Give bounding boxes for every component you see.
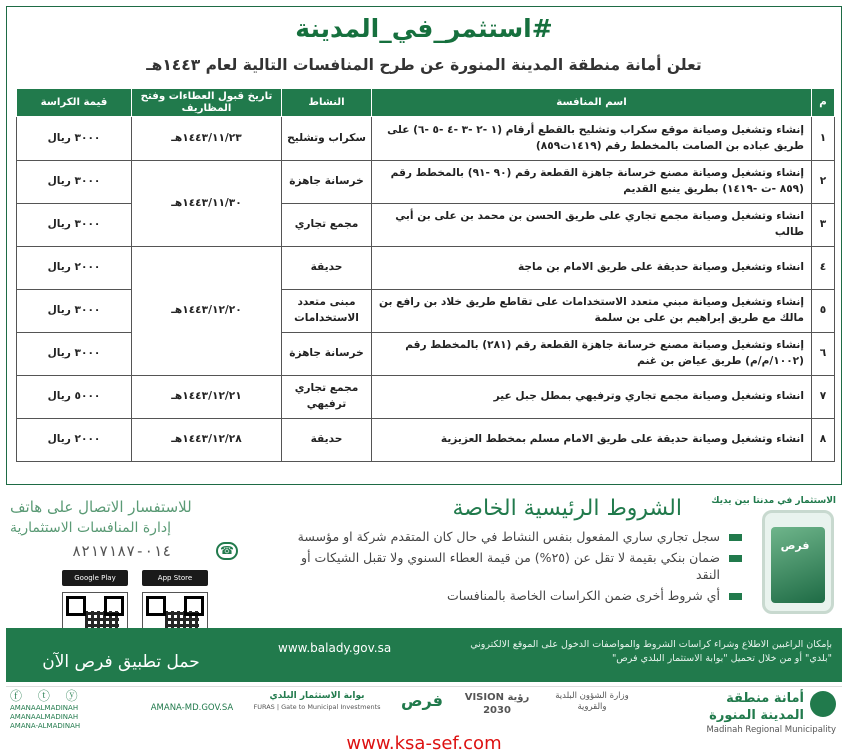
contact-line-2: إدارة المنافسات الاستثمارية xyxy=(10,520,171,536)
row-date: ١٤٤٣/١١/٢٣هـ xyxy=(132,117,282,161)
row-date: ١٤٤٣/١٢/٢١هـ xyxy=(132,376,282,419)
condition-item: سجل تجاري ساري المفعول بنفس النشاط في حال كان المتقدم شركة او مؤسسة xyxy=(282,528,742,546)
ministry-logo xyxy=(542,691,642,713)
row-activity: حديقة xyxy=(282,419,372,462)
tenders-table xyxy=(16,88,835,462)
row-num: ٥ xyxy=(812,290,835,333)
condition-item: ضمان بنكي بقيمة لا تقل عن (٢٥%) من قيمة العطاء السنوي ولا تقبل الشيكات أو النقد xyxy=(282,549,742,584)
row-name: إنشاء وتشغيل وصيانة مبني متعدد الاستخدامات على تقاطع طريق خلاد بن رافع بن مالك مع طريق إبراهيم بن على بن سلمة xyxy=(372,290,812,333)
hashtag-title: #استثمر_في_المدينة xyxy=(295,14,553,43)
row-name: انشاء وتشغيل وصيانة حديقة على طريق الامام بن ماجة xyxy=(372,247,812,290)
amana-english-name: Madinah Regional Municipality xyxy=(706,724,836,735)
phone-mockup-icon xyxy=(762,510,834,614)
condition-item: أي شروط أخرى ضمن الكراسات الخاصة بالمنافسات xyxy=(282,587,742,605)
row-num: ٦ xyxy=(812,333,835,376)
amana-website[interactable]: AMANA-MD.GOV.SA xyxy=(150,703,234,713)
download-app-cta[interactable]: حمل تطبيق فرص الآن xyxy=(42,652,200,672)
furas-logo: فرص xyxy=(401,691,443,710)
portal-name: بوابة الاستثمار البلدي xyxy=(269,691,365,701)
row-name: انشاء وتشغيل وصيانة حديقة على طريق الامام مسلم بمخطط العزيزية xyxy=(372,419,812,462)
row-date: ١٤٤٣/١١/٣٠هـ xyxy=(132,161,282,247)
col-name-header: اسم المنافسة xyxy=(372,89,812,117)
row-price: ٥٠٠٠ ريال xyxy=(17,376,132,419)
balady-info-text: بإمكان الراغبين الاطلاع وشراء كراسات الشروط والمواصفات الدخول على الموقع الالكتروني "بلدي" أو من خلال تحميل "بوابة الاستثمار البلدي فرص" xyxy=(470,639,832,665)
row-activity: سكراب وتشليح xyxy=(282,117,372,161)
app-store-button[interactable]: App Store xyxy=(142,570,208,586)
col-activity-header: النشاط xyxy=(282,89,372,117)
table-row xyxy=(17,376,835,419)
amana-logo xyxy=(696,691,836,736)
row-activity: مجمع تجاري ترفيهي xyxy=(282,376,372,419)
row-price: ٣٠٠٠ ريال xyxy=(17,117,132,161)
social-handle[interactable]: AMANAALMADINAH xyxy=(10,704,79,712)
portal-english-name: FURAS | Gate to Municipal Investments xyxy=(253,702,381,711)
balady-link[interactable]: www.balady.gov.sa xyxy=(278,641,392,655)
table-header-row xyxy=(17,89,835,117)
row-name: انشاء وتشغيل وصيانة مجمع تجاري وترفيهي بمطل جبل عير xyxy=(372,376,812,419)
row-price: ٣٠٠٠ ريال xyxy=(17,333,132,376)
row-num: ١ xyxy=(812,117,835,161)
social-handle[interactable]: AMANA-ALMADINAH xyxy=(10,721,81,730)
row-num: ٨ xyxy=(812,419,835,462)
invest-label: الاستثمار في مدنتا بين يديك xyxy=(711,496,836,506)
row-num: ٤ xyxy=(812,247,835,290)
row-num: ٣ xyxy=(812,204,835,247)
ministry-name: وزارة الشؤون البلدية والقروية xyxy=(555,691,629,713)
amana-name: أمانة منطقة المدينة المنورة xyxy=(709,691,804,723)
row-price: ٣٠٠٠ ريال xyxy=(17,204,132,247)
row-num: ٧ xyxy=(812,376,835,419)
row-name: انشاء وتشغيل وصيانة مجمع تجاري على طريق الحسن بن محمد بن على بن أبي طالب xyxy=(372,204,812,247)
row-num: ٢ xyxy=(812,161,835,204)
col-num-header: م xyxy=(812,89,835,117)
row-price: ٣٠٠٠ ريال xyxy=(17,161,132,204)
watermark-url: www.ksa-sef.com xyxy=(346,733,502,751)
portal-logo xyxy=(252,691,382,711)
table-row xyxy=(17,117,835,161)
contact-line-1: للاستفسار الاتصال على هاتف xyxy=(10,498,192,516)
conditions-list xyxy=(282,528,742,607)
row-activity: مجمع تجاري xyxy=(282,204,372,247)
row-price: ٢٠٠٠ ريال xyxy=(17,419,132,462)
row-name: إنشاء وتشغيل وصيانة موقع سكراب وتشليح بالقطع أرقام (١ -٢ -٣ -٤ -٥ -٦) على طريق عباده بن الصامت بالمخطط رقم (١٤١٩ت٨٥٩) xyxy=(372,117,812,161)
vision-2030-logo: رؤية VISION 2030 xyxy=(464,692,530,716)
phone-icon: ☎ xyxy=(216,542,238,560)
footer-logos xyxy=(6,686,842,735)
announcement-subtitle: تعلن أمانة منطقة المدينة المنورة عن طرح المنافسات التالية لعام ١٤٤٣هـ xyxy=(146,56,702,74)
row-price: ٣٠٠٠ ريال xyxy=(17,290,132,333)
row-name: إنشاء وتشغيل وصيانة مصنع خرسانة جاهزة القطعة رقم (٢٨١) بالمخطط رقم (١٠٠٢/م/م) طريق عياض بن غنم xyxy=(372,333,812,376)
social-handle[interactable]: AMANAALMADINAH xyxy=(10,712,79,721)
row-date: ١٤٤٣/١٢/٢٨هـ xyxy=(132,419,282,462)
download-band xyxy=(6,628,842,682)
table-row xyxy=(17,247,835,290)
row-price: ٢٠٠٠ ريال xyxy=(17,247,132,290)
row-name: إنشاء وتشغيل وصيانة مصنع خرسانة جاهزة القطعة رقم (٩٠ -٩١) بالمخطط رقم (٨٥٩ -ت -١٤١٩) بطريق ينبع القديم xyxy=(372,161,812,204)
row-activity: حديقة xyxy=(282,247,372,290)
table-row xyxy=(17,161,835,204)
col-date-header: تاريخ قبول العطاءات وفتح المظاريف xyxy=(132,89,282,117)
google-play-button[interactable]: Google Play xyxy=(62,570,128,586)
col-price-header: قيمة الكراسة xyxy=(17,89,132,117)
social-accounts xyxy=(10,689,130,730)
amana-emblem-icon xyxy=(810,691,836,717)
row-activity: خرسانة جاهزة xyxy=(282,161,372,204)
row-date: ١٤٤٣/١٢/٢٠هـ xyxy=(132,247,282,376)
phone-number[interactable]: ٠١٤-٨٢١٧١٨٧ xyxy=(72,542,172,560)
phone-app-text: فرص xyxy=(780,539,810,552)
row-activity: مبنى متعدد الاستخدامات xyxy=(282,290,372,333)
conditions-title: الشروط الرئيسية الخاصة xyxy=(452,496,682,521)
social-icons: ⓕ ⓣ ⓨ xyxy=(10,689,84,703)
table-row xyxy=(17,419,835,462)
row-activity: خرسانة جاهزة xyxy=(282,333,372,376)
